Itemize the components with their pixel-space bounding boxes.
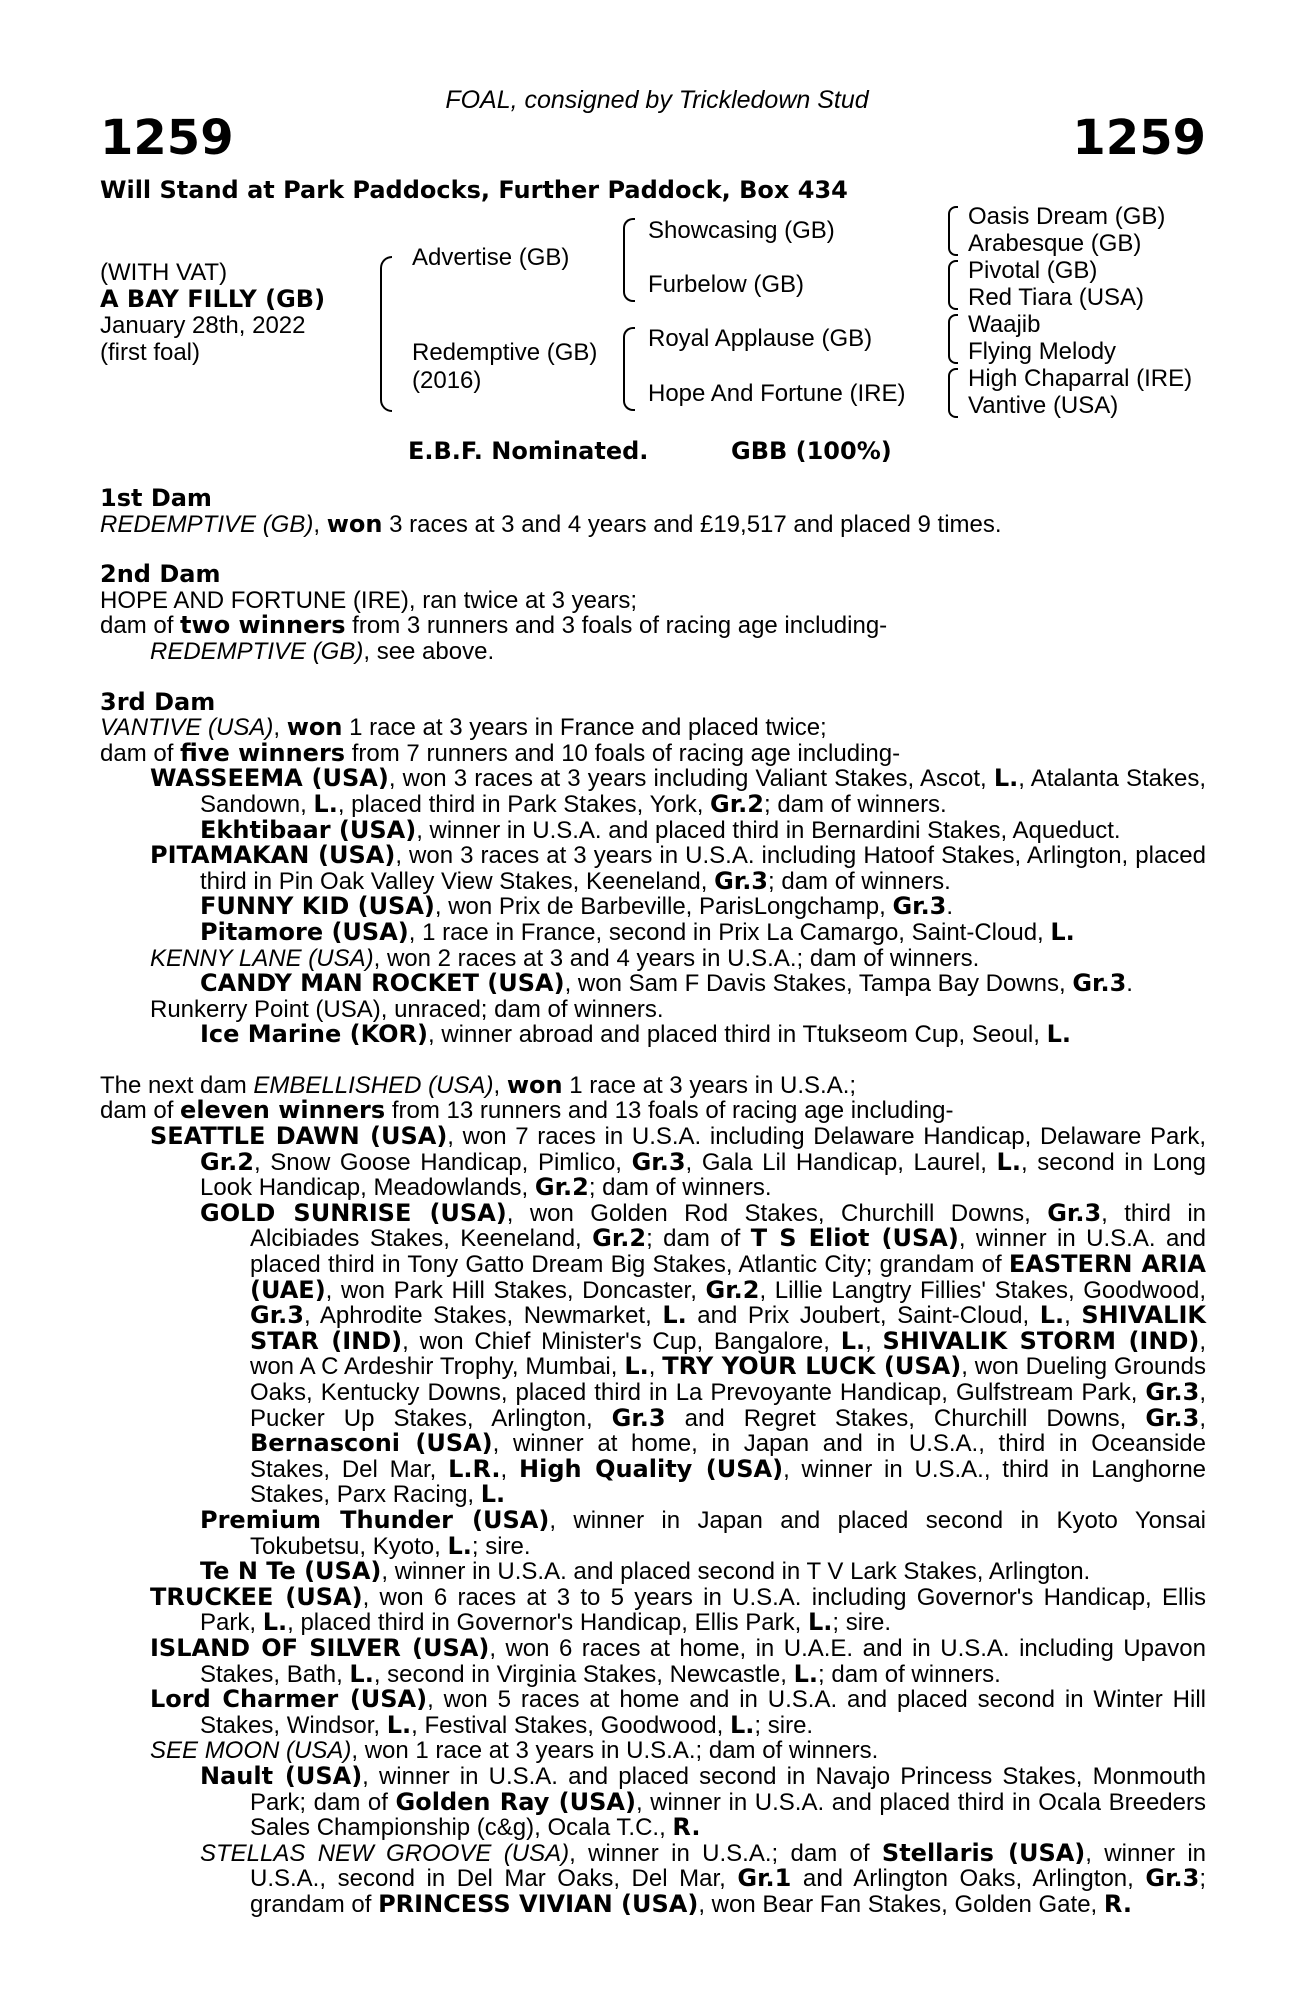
g3-1: Oasis Dream (GB) (968, 203, 1166, 230)
consignor-line: FOAL, consigned by Trickledown Stud (445, 86, 869, 114)
pedigree-brace-g3-2 (948, 260, 958, 310)
offspring-entry: Lord Charmer (USA), won 5 races at home and in U.S.A. and placed second in Winter Hill Stakes, Windsor, L., Festival Stakes, Goodwood, L.; sire. (150, 1685, 1206, 1739)
dam: Redemptive (GB) (412, 339, 598, 366)
offspring-entry: SEATTLE DAWN (USA), won 7 races in U.S.A. including Delaware Handicap, Delaware Park, Gr.2, Snow Goose Handicap, Pimlico, Gr.3, Gala Lil Handicap, Laurel, L., second in Long Look Handicap, Meadowlands, Gr.2; dam of winners. (150, 1122, 1206, 1202)
sire-dam: Furbelow (GB) (648, 271, 805, 298)
offspring-entry: Te N Te (USA), winner in U.S.A. and placed second in T V Lark Stakes, Arlington. (200, 1557, 1091, 1586)
offspring-entry: KENNY LANE (USA), won 2 races at 3 and 4 years in U.S.A.; dam of winners. (150, 944, 980, 972)
foal-dob: January 28th, 2022 (100, 312, 306, 339)
g3-7: High Chaparral (IRE) (968, 365, 1193, 392)
second-dam-produce: dam of two winners from 3 runners and 3 foals of racing age including- (100, 611, 888, 640)
section-heading-third-dam: 3rd Dam (100, 687, 216, 716)
lot-number-right: 1259 (1072, 110, 1206, 166)
section-heading-second-dam: 2nd Dam (100, 560, 221, 589)
offspring-entry: Ekhtibaar (USA), winner in U.S.A. and placed third in Bernardini Stakes, Aqueduct. (200, 815, 1121, 844)
offspring-entry: WASSEEMA (USA), won 3 races at 3 years including Valiant Stakes, Ascot, L., Atalanta Stakes, Sandown, L., placed third in Park Stakes, York, Gr.2; dam of winners. (150, 764, 1206, 818)
first-dam-entry: REDEMPTIVE (GB), won 3 races at 3 and 4 years and £19,517 and placed 9 times. (100, 509, 1002, 538)
g3-8: Vantive (USA) (968, 392, 1119, 419)
sire: Advertise (GB) (412, 244, 570, 271)
g3-6: Flying Melody (968, 338, 1117, 365)
next-dam-produce: dam of eleven winners from 13 runners and 13 foals of racing age including- (100, 1096, 954, 1125)
foal-note: (first foal) (100, 339, 201, 366)
pedigree-brace-dam (623, 327, 635, 411)
offspring-entry: GOLD SUNRISE (USA), won Golden Rod Stakes, Churchill Downs, Gr.3, third in Alcibiades Stakes, Keeneland, Gr.2; dam of T S Eliot (USA), winner in U.S.A. and placed third in Tony Gatto Dream Big Stakes, Atlantic City; grandam of EASTERN ARIA (UAE), won Park Hill Stakes, Doncaster, Gr.2, Lillie Langtry Fillies' Stakes, Goodwood, Gr.3, Aphrodite Stakes, Newmarket, L. and Prix Joubert, Saint-Cloud, L., SHIVALIK STAR (IND), won Chief Minister's Cup, Bangalore, L., SHIVALIK STORM (IND), won A C Ardeshir Trophy, Mumbai, L., TRY YOUR LUCK (USA), won Dueling Grounds Oaks, Kentucky Downs, placed third in La Prevoyante Handicap, Gulfstream Park, Gr.3, Pucker Up Stakes, Arlington, Gr.3 and Regret Stakes, Churchill Downs, Gr.3, Bernasconi (USA), winner at home, in Japan and in U.S.A., third in Oceanside Stakes, Del Mar, L.R., High Quality (USA), winner in U.S.A., third in Langhorne Stakes, Parx Racing, L. (200, 1198, 1207, 1509)
g3-2: Arabesque (GB) (968, 230, 1142, 257)
g3-3: Pivotal (GB) (968, 257, 1098, 284)
stand-location: Will Stand at Park Paddocks, Further Paddock, Box 434 (100, 176, 848, 204)
third-dam-produce: dam of five winners from 7 runners and 10 foals of racing age including- (100, 738, 901, 767)
offspring-entry: PITAMAKAN (USA), won 3 races at 3 years in U.S.A. including Hatoof Stakes, Arlington, placed third in Pin Oak Valley View Stakes, Keeneland, Gr.3; dam of winners. (150, 841, 1206, 895)
dam-sire: Royal Applause (GB) (648, 325, 873, 352)
pedigree-brace-main (380, 256, 392, 412)
dam-dam: Hope And Fortune (IRE) (648, 380, 906, 407)
offspring-entry: TRUCKEE (USA), won 6 races at 3 to 5 years in U.S.A. including Governor's Handicap, Ellis Park, L., placed third in Governor's Handicap, Ellis Park, L.; sire. (150, 1582, 1206, 1637)
catalogue-body (100, 486, 1206, 1917)
g3-5: Waajib (968, 311, 1041, 338)
dam-year: (2016) (412, 367, 482, 394)
second-dam-offspring: REDEMPTIVE (GB), see above. (150, 637, 495, 665)
ebf-nominated: E.B.F. Nominated. (408, 437, 649, 465)
offspring-entry: ISLAND OF SILVER (USA), won 6 races at home, in U.A.E. and in U.S.A. including Upavon Stakes, Bath, L., second in Virginia Stakes, Newcastle, L.; dam of winners. (150, 1633, 1207, 1688)
offspring-entry: CANDY MAN ROCKET (USA), won Sam F Davis Stakes, Tampa Bay Downs, Gr.3. (200, 969, 1133, 998)
pedigree-brace-g3-4 (948, 368, 958, 418)
lot-number-left: 1259 (100, 110, 234, 166)
sire-sire: Showcasing (GB) (648, 217, 835, 244)
foal-name: A BAY FILLY (GB) (100, 285, 326, 313)
pedigree-brace-g3-3 (948, 314, 958, 364)
offspring-entry: FUNNY KID (USA), won Prix de Barbeville, ParisLongchamp, Gr.3. (200, 892, 954, 921)
offspring-entry: SEE MOON (USA), won 1 race at 3 years in U.S.A.; dam of winners. (150, 1737, 879, 1765)
vat-note: (WITH VAT) (100, 259, 228, 286)
offspring-entry: Premium Thunder (USA), winner in Japan and placed second in Kyoto Yonsai Tokubetsu, Kyoto, L.; sire. (200, 1505, 1206, 1560)
third-dam-entry: VANTIVE (USA), won 1 race at 3 years in France and placed twice; (100, 713, 827, 742)
offspring-entry: Pitamore (USA), 1 race in France, second in Prix La Camargo, Saint-Cloud, L. (200, 917, 1075, 946)
section-heading-first-dam: 1st Dam (100, 484, 212, 512)
offspring-entry: Nault (USA), winner in U.S.A. and placed second in Navajo Princess Stakes, Monmouth Park; dam of Golden Ray (USA), winner in U.S.A. and placed third in Ocala Breeders Sales Championship (c&g), Ocala T.C., R. (200, 1761, 1206, 1842)
pedigree-brace-sire (623, 218, 635, 302)
offspring-entry: Ice Marine (KOR), winner abroad and placed third in Ttukseom Cup, Seoul, L. (200, 1020, 1072, 1049)
second-dam-entry: HOPE AND FORTUNE (IRE), ran twice at 3 years; (100, 586, 638, 614)
g3-4: Red Tiara (USA) (968, 284, 1145, 311)
offspring-entry: STELLAS NEW GROOVE (USA), winner in U.S.A.; dam of Stellaris (USA), winner in U.S.A., second in Del Mar Oaks, Del Mar, Gr.1 and Arlington Oaks, Arlington, Gr.3; grandam of PRINCESS VIVIAN (USA), won Bear Fan Stakes, Golden Gate, R. (200, 1838, 1207, 1918)
next-dam-entry: The next dam EMBELLISHED (USA), won 1 race at 3 years in U.S.A.; (100, 1070, 857, 1099)
gbb-percentage: GBB (100%) (731, 437, 892, 465)
offspring-entry: Runkerry Point (USA), unraced; dam of winners. (150, 995, 664, 1023)
pedigree-brace-g3-1 (948, 206, 958, 256)
